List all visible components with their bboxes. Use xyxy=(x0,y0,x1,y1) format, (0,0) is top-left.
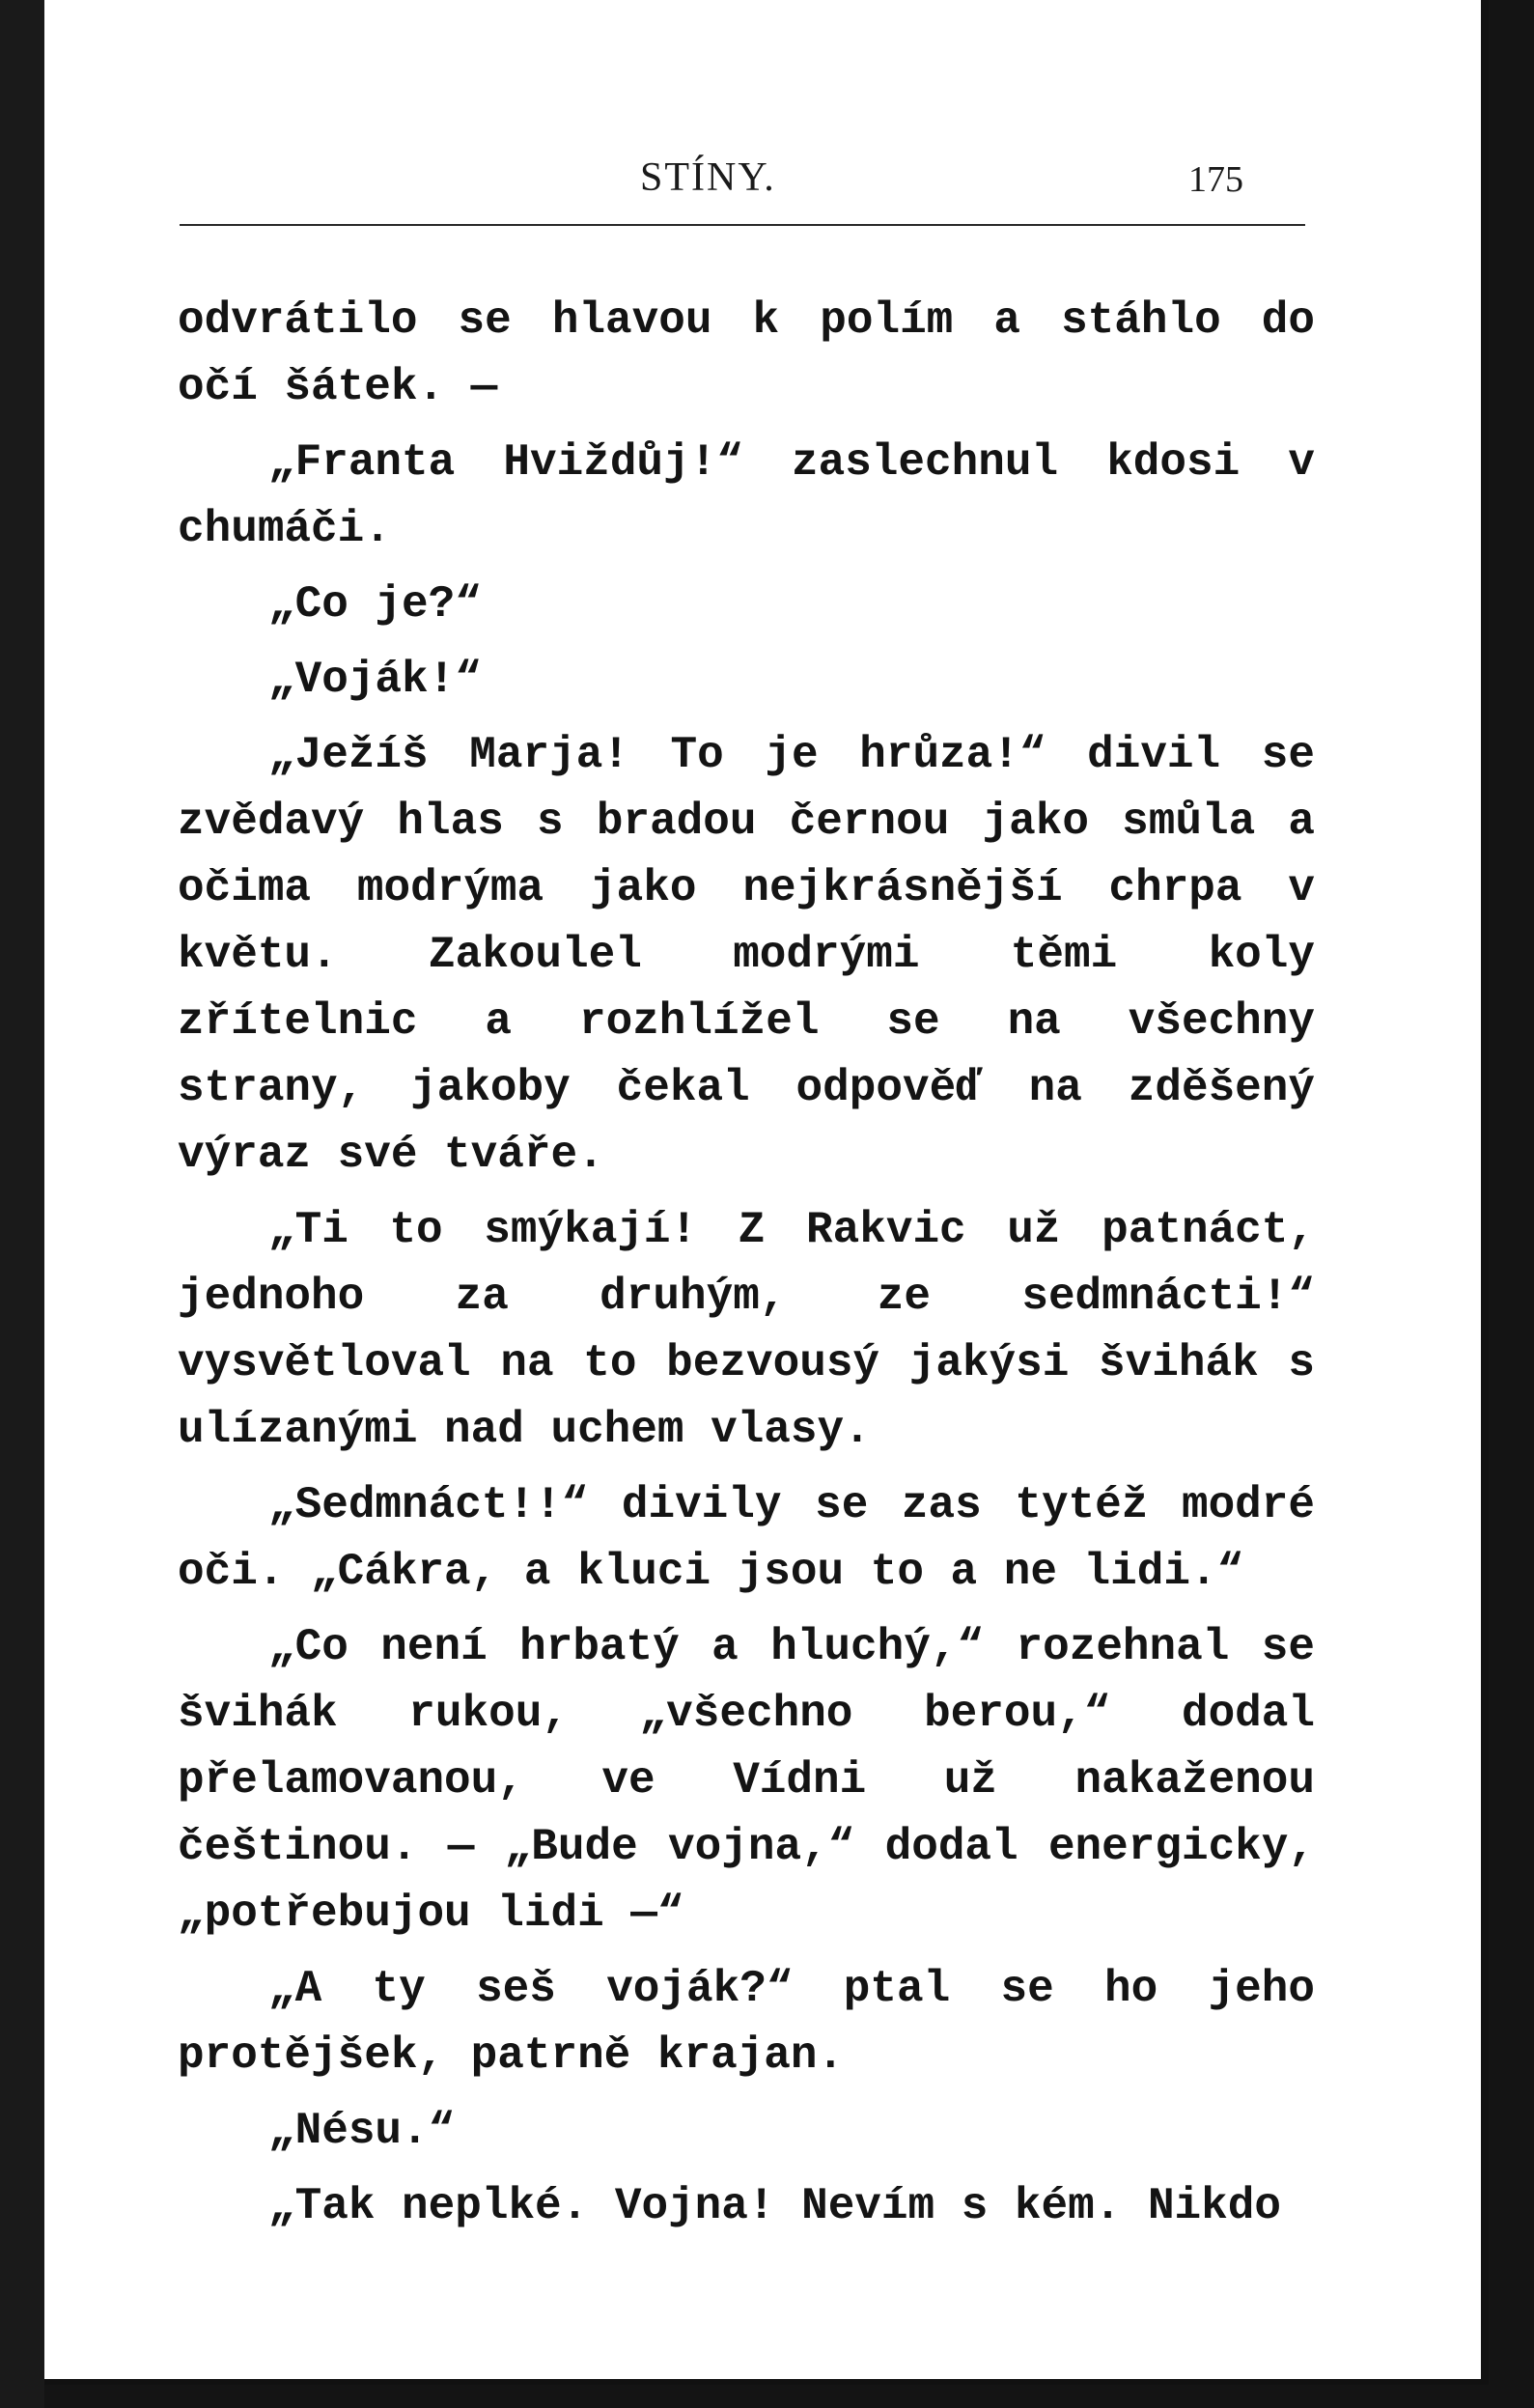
body-text xyxy=(178,288,1315,2249)
paragraph: „Ti to smýkají! Z Rakvic už patnáct, jednoho za druhým, ze sedmnácti!“ vysvětloval na to bezvousý jakýsi švihák s ulízanými nad uchem vlasy. xyxy=(178,1205,1315,1455)
paragraph: „A ty seš voják?“ ptal se ho jeho protějšek, patrně krajan. xyxy=(178,1964,1315,2081)
book-page xyxy=(44,0,1489,2385)
running-head: STÍNY. xyxy=(640,155,776,200)
header-rule xyxy=(180,224,1305,226)
page-number: 175 xyxy=(1188,159,1243,200)
scan-edge xyxy=(0,0,44,2408)
page-header xyxy=(44,154,1489,212)
paragraph: „Sedmnáct!!“ divily se zas tytéž modré oči. „Cákra, a kluci jsou to a ne lidi.“ xyxy=(178,1480,1315,1597)
paragraph: „Ježíš Marja! To je hrůza!“ divil se zvědavý hlas s bradou černou jako smůla a očima modrýma jako nejkrásnější chrpa v květu. Zakoulel modrými těmi koly zřítelnic a rozhlížel se na všechny strany, jakoby čekal odpověď na zděšený výraz své tváře. xyxy=(178,730,1315,1180)
paragraph: „Voják!“ xyxy=(268,655,482,705)
paragraph: „Co je?“ xyxy=(268,579,482,630)
paragraph: „Nésu.“ xyxy=(268,2106,456,2156)
paragraph: „Franta Hviždůj!“ zaslechnul kdosi v chumáči. xyxy=(178,437,1315,554)
paragraph: „Co není hrbatý a hluchý,“ rozehnal se švihák rukou, „všechno berou,“ dodal přelamovanou, ve Vídni už nakaženou češtinou. — „Bude vojna,“ dodal energicky, „potřebujou lidi —“ xyxy=(178,1622,1315,1939)
paragraph: „Tak neplké. Vojna! Nevím s kém. Nikdo xyxy=(268,2181,1281,2231)
paragraph: odvrátilo se hlavou k polím a stáhlo do očí šátek. — xyxy=(178,295,1315,412)
